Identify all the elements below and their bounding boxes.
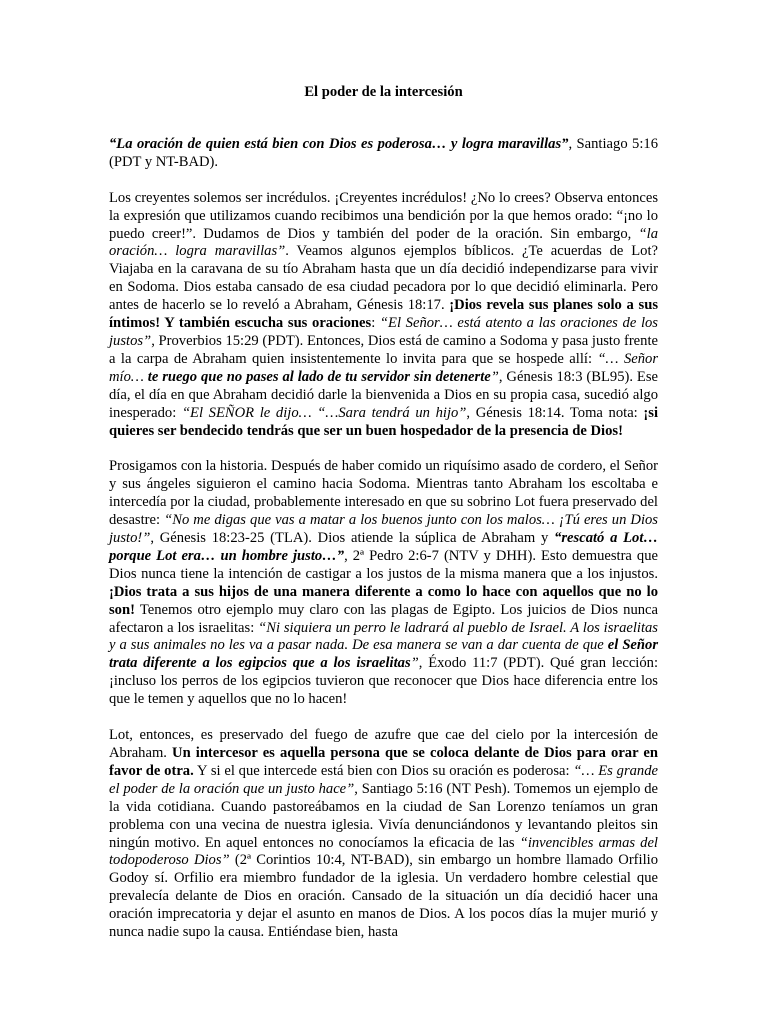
text-run: , Proverbios 15:29 (PDT). Entonces, Dios está de camino a Sodoma y pasa justo frente a la carpa de Abraham quien insistentemente lo invita para que se hospede allí:: [109, 332, 658, 367]
text-run: Lot, entonces, es preservado del fuego de azufre que cae del cielo por la intercesión de Abraham.: [109, 727, 658, 761]
document-title: El poder de la intercesión: [304, 84, 463, 100]
emphasis: Un intercesor es aquella persona que se coloca delante de Dios para orar en favor de otra.: [109, 745, 658, 779]
quote: “… Es grande el poder de la oración que un justo hace”: [109, 762, 658, 797]
quote-emphasis: el Señor trata diferente a los egipcios que a los israelitas: [109, 637, 659, 672]
text-run: , Génesis 18:14. Toma nota:: [466, 404, 644, 421]
text-run: :: [371, 315, 380, 332]
quote: “La oración de quien está bien con Dios es poderosa… y logra maravillas”: [109, 135, 569, 152]
text-run: (2ª Corintios 10:4, NT-BAD), sin embargo un hombre llamado Orfilio Godoy sí. Orfilio era miembro fundador de la iglesia. Un verdadero hombre celestial que prevalecía delante de Dios en oración. Cansado de la situación un día decidió hacer una oración imprecatoria y dejar el asunto en manos de Dios. A los pocos días la mujer murió y nunca nadie supo la causa. Entiéndase bien, hasta: [109, 852, 659, 941]
text-run: Prosigamos con la historia. Después de haber comido un riquísimo asado de cordero, el Señor y sus ángeles siguieron el camino hacia Sodoma. Mientras tanto Abraham los escoltaba e intercedía por la ciudad, probablemente interesado en que su sobrino Lot fuera preservado del desastre:: [109, 458, 658, 529]
emphasis: ¡Dios revela sus planes solo a sus íntimos! Y también escucha sus oraciones: [109, 297, 659, 332]
quote: ”: [490, 368, 499, 385]
text-run: , 2ª Pedro 2:6-7 (NTV y DHH). Esto demuestra que Dios nunca tiene la intención de castigar a los justos de la misma manera que a los injustos.: [109, 547, 658, 582]
quote: “El SEÑOR le dijo… “…Sara tendrá un hijo”: [181, 404, 467, 421]
text-run: . Veamos algunos ejemplos bíblicos. ¿Te acuerdas de Lot? Viajaba en la caravana de su tío Abraham hasta que un día decidió independizarse para vivir en Sodoma. Dios estaba cansado de esa ciudad pecadora por lo que decidió eliminarla. Pero antes de hacerlo se lo reveló a Abraham, Génesis 18:17.: [109, 243, 658, 314]
text-run: , Santiago 5:16 (PDT y NT-BAD).: [109, 135, 658, 170]
quote-emphasis: “rescató a Lot… porque Lot era… un hombre justo…”: [109, 530, 658, 564]
quote-emphasis: te ruego que no pases al lado de tu servidor sin detenerte: [147, 368, 491, 385]
text-run: , Éxodo 11:7 (PDT). Qué gran lección: ¡incluso los perros de los egipcios tuvieron que reconocer que Dios hace diferencia entre los que le temen y aquellos que no lo hacen!: [109, 655, 659, 708]
text-run: Y si el que intercede está bien con Dios su oración es poderosa:: [193, 762, 574, 779]
quote: “… Señor mío…: [109, 350, 658, 385]
quote: ”: [410, 655, 419, 672]
quote: “El Señor… está atento a las oraciones de los justos”: [109, 315, 658, 349]
quote: “Ni siquiera un perro le ladrará al pueblo de Israel. A los israelitas y a sus animales no les va a pasar nada. De esa manera se van a dar cuenta de que: [109, 619, 658, 654]
emphasis: ¡si quieres ser bendecido tendrás que ser un buen hospedador de la presencia de Dios!: [109, 404, 658, 439]
text-run: Los creyentes solemos ser incrédulos. ¡Creyentes incrédulos! ¿No lo crees? Observa entonces la expresión que utilizamos cuando recibimos una bendición por la que hemos orado: “¡no lo puedo creer!”. Dudamos de Dios y también del poder de la oración. Sin embargo,: [109, 189, 658, 242]
text-run: Tenemos otro ejemplo muy claro con las plagas de Egipto. Los juicios de Dios nunca afectaron a los israelitas:: [109, 601, 658, 636]
paragraph-2: [109, 190, 658, 441]
quote: “No me digas que vas a matar a los buenos junto con los malos… ¡Tú eres un Dios justo!”: [109, 512, 658, 547]
paragraph-3: [109, 458, 658, 709]
text-run: , Génesis 18:3 (BL95). Ese día, el día en que Abraham decidió darle la bienvenida a Dios en su propia casa, sucedió algo inesperado:: [109, 368, 658, 421]
quote: “invencibles armas del todopoderoso Dios”: [109, 834, 658, 869]
text-run: , Génesis 18:23-25 (TLA). Dios atiende la súplica de Abraham y: [150, 530, 555, 547]
text-run: , Santiago 5:16 (NT Pesh). Tomemos un ejemplo de la vida cotidiana. Cuando pastoreábamos en la ciudad de San Lorenzo teníamos un gran problema con una vecina de nuestra iglesia. Vivía denunciándonos y levantando pleitos sin ningún motivo. En aquel entonces no conocíamos la eficacia de las: [109, 780, 658, 851]
paragraph-4: [109, 727, 658, 942]
quote: “la oración… logra maravillas”: [109, 225, 658, 260]
paragraph-1: [109, 136, 658, 172]
emphasis: ¡Dios trata a sus hijos de una manera diferente a como lo hace con aquellos que no lo son!: [109, 583, 658, 618]
